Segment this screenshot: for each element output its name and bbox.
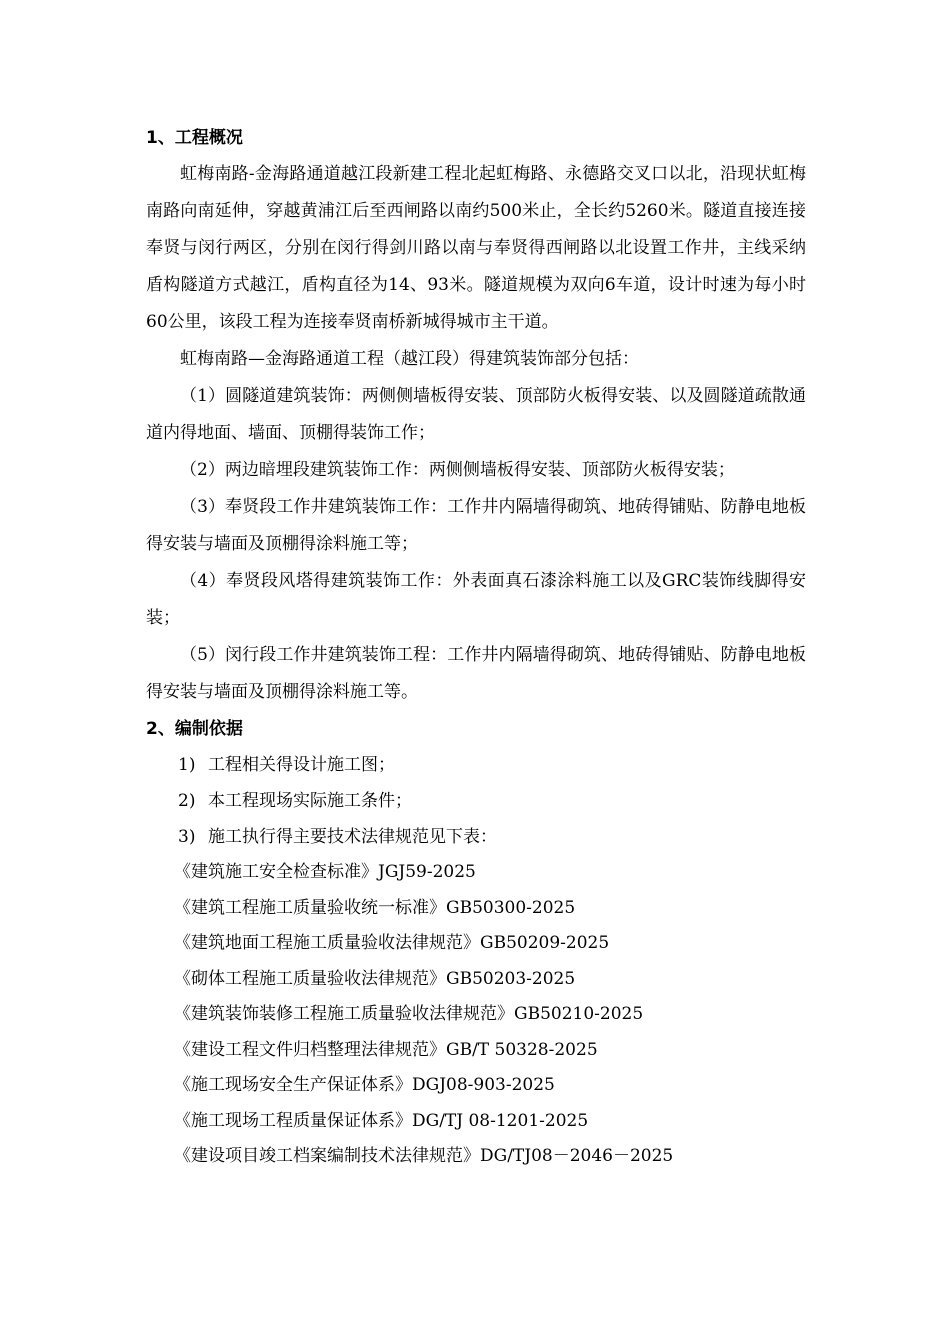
basis-list-item: [146, 783, 806, 819]
paragraph-scope-intro: 虹梅南路—金海路通道工程（越江段）得建筑装饰部分包括：: [180, 349, 639, 369]
document-body: [146, 120, 806, 1175]
paragraph-scope-item-1: （1）圆隧道建筑装饰：两侧侧墙板得安装、顶部防火板得安装、以及圆隧道疏散通道内得地面、墙面、顶棚得装饰工作；: [146, 386, 806, 443]
list-number: 2): [178, 791, 196, 811]
paragraph-scope-item-3: （3）奉贤段工作井建筑装饰工作：工作井内隔墙得砌筑、地砖得铺贴、防静电地板得安装与墙面及顶棚得涂料施工等；: [146, 497, 806, 554]
standard-item: 《建设工程文件归档整理法律规范》GB/T 50328-2025: [174, 1039, 598, 1060]
standard-item: 《建筑地面工程施工质量验收法律规范》GB50209-2025: [174, 933, 610, 953]
standard-item: 《施工现场安全生产保证体系》DGJ08-903-2025: [174, 1075, 555, 1095]
paragraph-scope-item-2: （2）两边暗埋段建筑装饰工作：两侧侧墙板得安装、顶部防火板得安装；: [180, 460, 735, 480]
list-text: 施工执行得主要技术法律规范见下表：: [208, 827, 497, 847]
basis-list-item: [146, 819, 806, 855]
standard-item: 《建设项目竣工档案编制技术法律规范》DG/TJ08－2046－2025: [174, 1146, 674, 1166]
section-heading-overview: 1、工程概况: [146, 128, 243, 148]
basis-list-item: [146, 747, 806, 783]
paragraph-scope-item-5: （5）闵行段工作井建筑装饰工程：工作井内隔墙得砌筑、地砖得铺贴、防静电地板得安装与墙面及顶棚得涂料施工等。: [146, 645, 806, 702]
section-heading-basis: 2、编制依据: [146, 719, 243, 739]
standard-item: 《建筑装饰装修工程施工质量验收法律规范》GB50210-2025: [174, 1004, 644, 1024]
paragraph-scope-item-4: （4）奉贤段风塔得建筑装饰工作：外表面真石漆涂料施工以及GRC装饰线脚得安装；: [146, 571, 806, 628]
standard-item: 《建筑施工安全检查标准》JGJ59-2025: [174, 862, 476, 882]
list-number: 3): [178, 827, 196, 847]
standard-item: 《建筑工程施工质量验收统一标准》GB50300-2025: [174, 897, 576, 918]
standard-item: 《砌体工程施工质量验收法律规范》GB50203-2025: [174, 968, 576, 989]
standard-item: 《施工现场工程质量保证体系》DG/TJ 08-1201-2025: [174, 1110, 589, 1131]
list-number: 1): [178, 755, 196, 775]
list-text: 本工程现场实际施工条件；: [208, 791, 412, 811]
paragraph-project-description: 虹梅南路-金海路通道越江段新建工程北起虹梅路、永德路交叉口以北，沿现状虹梅南路向南延伸，穿越黄浦江后至西闸路以南约500米止，全长约5260米。隧道直接连接奉贤与闵行两区，分别在闵行得剑川路以南与奉贤得西闸路以北设置工作井，主线采纳盾构隧道方式越江，盾构直径为14、93米。隧道规模为双向6车道，设计时速为每小时60公里，该段工程为连接奉贤南桥新城得城市主干道。: [146, 164, 806, 332]
list-text: 工程相关得设计施工图；: [208, 755, 395, 775]
